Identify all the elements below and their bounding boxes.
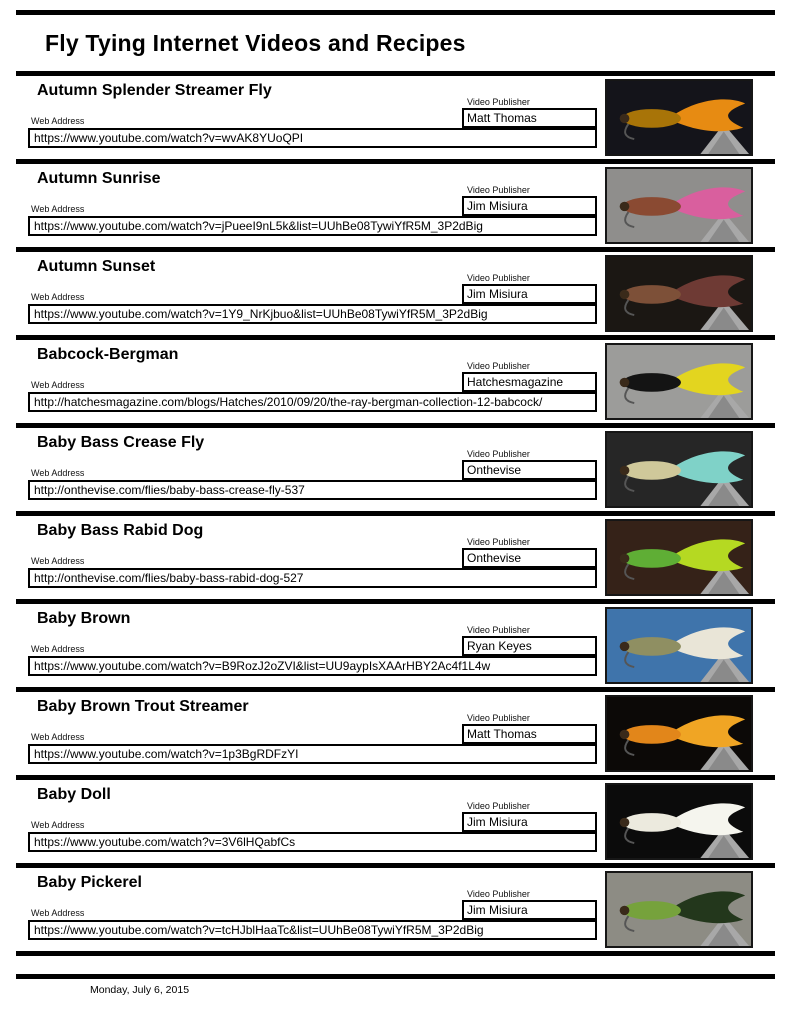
fly-row bbox=[16, 604, 775, 687]
fly-image bbox=[607, 521, 751, 594]
web-address-label: Web Address bbox=[31, 468, 85, 478]
fly-image bbox=[607, 169, 751, 242]
fly-row bbox=[16, 516, 775, 599]
fly-image bbox=[607, 697, 751, 770]
fly-name: Baby Brown bbox=[37, 610, 131, 627]
web-address-field[interactable]: http://hatchesmagazine.com/blogs/Hatches/2010/09/20/the-ray-bergman-collection-12-babcock/ bbox=[28, 392, 597, 412]
fly-photo bbox=[605, 431, 753, 508]
video-publisher-label: Video Publisher bbox=[467, 449, 530, 459]
video-publisher-label: Video Publisher bbox=[467, 889, 530, 899]
fly-row bbox=[16, 252, 775, 335]
web-address-label: Web Address bbox=[31, 556, 85, 566]
fly-name: Babcock-Bergman bbox=[37, 346, 179, 363]
fly-row bbox=[16, 164, 775, 247]
report-header bbox=[0, 15, 791, 71]
fly-name: Baby Brown Trout Streamer bbox=[37, 698, 249, 715]
web-address-label: Web Address bbox=[31, 732, 85, 742]
video-publisher-label: Video Publisher bbox=[467, 97, 530, 107]
video-publisher-label: Video Publisher bbox=[467, 361, 530, 371]
fly-name: Autumn Sunrise bbox=[37, 170, 161, 187]
page-title: Fly Tying Internet Videos and Recipes bbox=[45, 29, 466, 56]
web-address-field[interactable]: https://www.youtube.com/watch?v=1Y9_NrKjbuo&list=UUhBe08TywiYfR5M_3P2dBig bbox=[28, 304, 597, 324]
web-address-field[interactable]: https://www.youtube.com/watch?v=wvAK8YUoQPI bbox=[28, 128, 597, 148]
video-publisher-field[interactable]: Matt Thomas bbox=[462, 724, 597, 744]
video-publisher-field[interactable]: Jim Misiura bbox=[462, 196, 597, 216]
video-publisher-label: Video Publisher bbox=[467, 185, 530, 195]
fly-row bbox=[16, 340, 775, 423]
fly-photo bbox=[605, 783, 753, 860]
video-publisher-field[interactable]: Matt Thomas bbox=[462, 108, 597, 128]
fly-name: Autumn Sunset bbox=[37, 258, 156, 275]
web-address-label: Web Address bbox=[31, 204, 85, 214]
web-address-field[interactable]: https://www.youtube.com/watch?v=3V6lHQabfCs bbox=[28, 832, 597, 852]
web-address-label: Web Address bbox=[31, 116, 85, 126]
fly-image bbox=[607, 785, 751, 858]
web-address-label: Web Address bbox=[31, 820, 85, 830]
fly-name: Baby Doll bbox=[37, 786, 111, 803]
web-address-field[interactable]: http://onthevise.com/flies/baby-bass-crease-fly-537 bbox=[28, 480, 597, 500]
video-publisher-label: Video Publisher bbox=[467, 801, 530, 811]
fly-name: Baby Bass Crease Fly bbox=[37, 434, 205, 451]
video-publisher-field[interactable]: Jim Misiura bbox=[462, 900, 597, 920]
video-publisher-field[interactable]: Onthevise bbox=[462, 460, 597, 480]
video-publisher-label: Video Publisher bbox=[467, 625, 530, 635]
fly-name: Baby Bass Rabid Dog bbox=[37, 522, 204, 539]
fly-image bbox=[607, 81, 751, 154]
video-publisher-field[interactable]: Hatchesmagazine bbox=[462, 372, 597, 392]
video-publisher-field[interactable]: Jim Misiura bbox=[462, 284, 597, 304]
web-address-label: Web Address bbox=[31, 908, 85, 918]
fly-image bbox=[607, 433, 751, 506]
video-publisher-label: Video Publisher bbox=[467, 713, 530, 723]
video-publisher-field[interactable]: Jim Misiura bbox=[462, 812, 597, 832]
web-address-field[interactable]: https://www.youtube.com/watch?v=B9RozJ2oZVI&list=UU9aypIsXAArHBY2Ac4f1L4w bbox=[28, 656, 597, 676]
fly-photo bbox=[605, 255, 753, 332]
footer-rule bbox=[16, 974, 775, 979]
fly-row bbox=[16, 868, 775, 951]
fly-name: Baby Pickerel bbox=[37, 874, 142, 891]
fly-photo bbox=[605, 79, 753, 156]
web-address-field[interactable]: https://www.youtube.com/watch?v=1p3BgRDFzYI bbox=[28, 744, 597, 764]
fly-photo bbox=[605, 607, 753, 684]
fly-row bbox=[16, 692, 775, 775]
fly-row bbox=[16, 780, 775, 863]
video-publisher-label: Video Publisher bbox=[467, 537, 530, 547]
fly-image bbox=[607, 609, 751, 682]
fly-name: Autumn Splender Streamer Fly bbox=[37, 82, 272, 99]
web-address-field[interactable]: https://www.youtube.com/watch?v=tcHJblHaaTc&list=UUhBe08TywiYfR5M_3P2dBig bbox=[28, 920, 597, 940]
fly-row bbox=[16, 76, 775, 159]
web-address-field[interactable]: http://onthevise.com/flies/baby-bass-rabid-dog-527 bbox=[28, 568, 597, 588]
web-address-label: Web Address bbox=[31, 292, 85, 302]
fly-image bbox=[607, 345, 751, 418]
fly-image bbox=[607, 873, 751, 946]
video-publisher-label: Video Publisher bbox=[467, 273, 530, 283]
video-publisher-field[interactable]: Ryan Keyes bbox=[462, 636, 597, 656]
fly-image bbox=[607, 257, 751, 330]
web-address-label: Web Address bbox=[31, 380, 85, 390]
video-publisher-field[interactable]: Onthevise bbox=[462, 548, 597, 568]
fly-photo bbox=[605, 343, 753, 420]
fly-photo bbox=[605, 167, 753, 244]
report-page bbox=[0, 10, 791, 996]
fly-photo bbox=[605, 695, 753, 772]
footer-date: Monday, July 6, 2015 bbox=[90, 984, 190, 996]
fly-photo bbox=[605, 519, 753, 596]
fly-photo bbox=[605, 871, 753, 948]
web-address-field[interactable]: https://www.youtube.com/watch?v=jPueeI9nL5k&list=UUhBe08TywiYfR5M_3P2dBig bbox=[28, 216, 597, 236]
fly-row bbox=[16, 428, 775, 511]
web-address-label: Web Address bbox=[31, 644, 85, 654]
row-separator bbox=[16, 951, 775, 956]
